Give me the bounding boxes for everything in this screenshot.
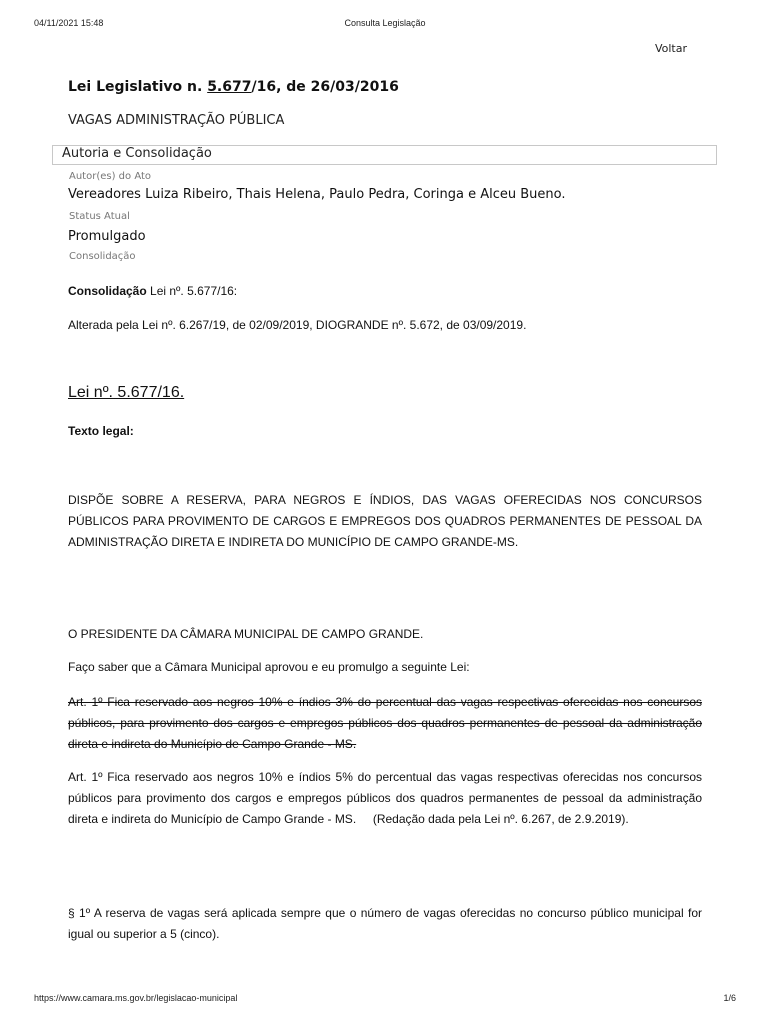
consolidation-text: Lei nº. 5.677/16: [146,284,238,298]
author-label: Autor(es) do Ato [69,171,152,182]
law-heading: Lei nº. 5.677/16. [68,384,185,401]
amended-by-line: Alterada pela Lei nº. 6.267/19, de 02/09/2019, DIOGRANDE nº. 5.672, de 03/09/2019. [68,318,527,332]
consolidation-label: Consolidação [69,251,136,262]
law-number-link[interactable]: 5.677 [207,79,252,95]
law-title [68,79,399,95]
law-title-suffix: /16, de 26/03/2016 [251,79,399,95]
paragraph-1: § 1º A reserva de vagas será aplicada sempre que o número de vagas oferecidas no concurso público municipal for igual ou superior a 5 (cinco). [68,906,702,941]
consolidation-line [68,281,702,302]
autoria-section-title: Autoria e Consolidação [62,146,212,161]
president-line: O PRESIDENTE DA CÂMARA MUNICIPAL DE CAMPO GRANDE. [68,627,424,641]
article-1-current: Art. 1º Fica reservado aos negros 10% e índios 5% do percentual das vagas respectivas oferecidas nos concursos públicos para provimento dos cargos e empregos públicos dos quadros permanentes de pessoal da administração direta e indireta do Município de Campo Grande - MS. (Redação dada pela Lei nº. 6.267, de 2.9.2019). [68,770,706,826]
print-footer-url: https://www.camara.ms.gov.br/legislacao-municipal [34,993,238,1003]
author-value: Vereadores Luiza Ribeiro, Thais Helena, Paulo Pedra, Coringa e Alceu Bueno. [68,187,566,202]
legal-text-label: Texto legal: [68,424,134,438]
consolidation-bold-label: Consolidação [68,284,147,298]
law-title-prefix: Lei Legislativo n. [68,79,208,95]
print-page-title: Consulta Legislação [344,18,426,28]
status-value: Promulgado [68,229,146,244]
law-subject: VAGAS ADMINISTRAÇÃO PÚBLICA [68,113,285,128]
article-1-revoked: Art. 1º Fica reservado aos negros 10% e índios 3% do percentual das vagas respectivas oferecidas nos concursos públicos, para provimento dos cargos e empregos públicos dos quadros permanentes de pessoal da administração direta e indireta do Município de Campo Grande - MS. [68,695,702,751]
status-label: Status Atual [69,211,130,222]
promulgation-line: Faço saber que a Câmara Municipal aprovou e eu promulgo a seguinte Lei: [68,660,470,674]
ementa-paragraph: DISPÕE SOBRE A RESERVA, PARA NEGROS E ÍNDIOS, DAS VAGAS OFERECIDAS NOS CONCURSOS PÚBLICOS PARA PROVIMENTO DE CARGOS E EMPREGOS DOS QUADROS PERMANENTES DE PESSOAL DA ADMINISTRAÇÃO DIRETA E INDIRETA DO MUNICÍPIO DE CAMPO GRANDE-MS. [68,493,702,549]
print-page-number: 1/6 [723,993,736,1003]
back-link[interactable]: Voltar [654,42,687,55]
print-datetime: 04/11/2021 15:48 [34,18,104,28]
